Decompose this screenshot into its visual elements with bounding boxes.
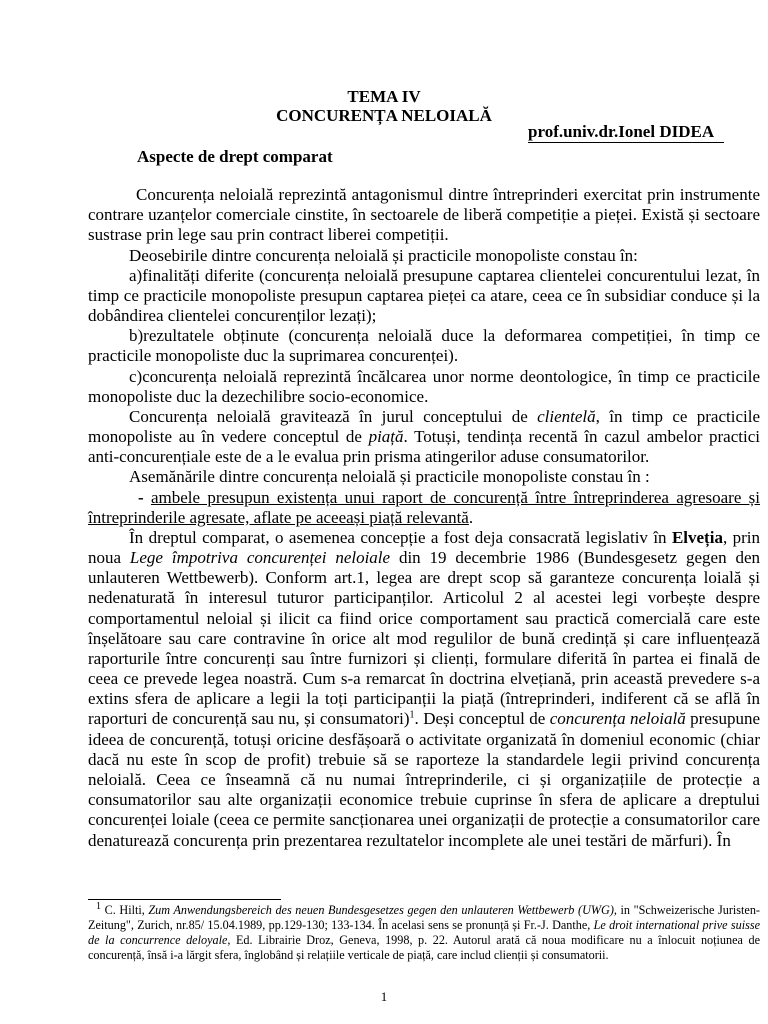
text-run: din 19 decembrie 1986 (Bundesgesetz gegen den unlauteren Wettbewerb). Conform art.1, legea are drept scop să garanteze concurența loială și nedenaturată în interesul tuturor participanților. Articolul 2 al acestei legi vorbește despre comportamentul neloial și ilicit ca fiind orice comportament sau practică comercială care este înșelătoare sau care contravine în orice alt mod regulilor de bună credință și care influențează raporturile între concurenți sau între furnizori și clienți, formulare diferită în partea ei finală de ceea ce prevede legea noastră. Cum s-a remarcat în doctrina elvețiană, prin această prevedere s-a extins sfera de aplicare a legii la toți participanții la piață (întreprinderi, indiferent că se află în raporturi de concurență sau nu, și consumatori) [88,548,760,729]
author-line: prof.univ.dr.Ionel DIDEA [528,122,724,143]
paragraph-similarities-intro: Asemănările dintre concurența neloială și practicile monopoliste constau în : [129,467,650,487]
paragraph-difference-b: b)rezultatele obținute (concurența neloială duce la deformarea competiției, în timp ce practicile monopoliste duc la suprimarea concurenței). [88,326,760,366]
text-run: , în timp ce practicile monopoliste au în vedere conceptul de [88,406,760,447]
section-heading: Aspecte de drept comparat [137,147,333,166]
dash-marker: - [138,487,151,507]
text-run: , Ed. Librairie Droz, Geneva, 1998, p. 22. Autorul arată că noua modificare nu a înlocuit noțiunea de concurență, însă i-a lărgit sfera, înglobând și relațiile verticale de piață, care includ clienții și consumatorii. [88,933,760,962]
italic-citation: Zum Anwendungsbereich des neuen Bundesgesetzes gegen den unlauteren Wettbewerb (UWG), [148,903,617,917]
footnote [88,900,760,963]
text-run: . Deși conceptul de [414,709,550,729]
footnote-reference: 1 [409,709,415,721]
paragraph-comparative-law [88,528,760,851]
theme-heading: TEMA IV [347,87,421,106]
text-run: C. Hilti, [101,903,149,917]
text-run: În dreptul comparat, o asemenea concepție a fost deja consacrată legislativ în [129,527,672,547]
underlined-text: ambele presupun existența unui raport de concurență între întreprinderea agresoare și întreprinderile agresate, aflate pe aceeași piață relevantă [88,487,760,527]
page-title: CONCURENȚA NELOIALĂ [276,106,492,125]
italic-term: clientelă [537,406,596,426]
paragraph-difference-c: c)concurența neloială reprezintă încălcarea unor norme deontologice, în timp ce practicile monopoliste duc la dezechilibre socio-economice. [88,366,760,406]
text-run: in "Schweizerische Juristen-Zeitung", Zurich, nr.85/ 15.04.1989, pp.129-130; 133-134. În acelasi sens se pronunță și Fr.-J. Danthe, [88,903,760,932]
italic-term: Lege împotriva concurenței neloiale [129,548,391,568]
bold-term: Elveția [671,527,723,547]
paragraph-similarity-item [88,488,760,528]
text-run: Concurența neloială gravitează în jurul conceptului de [129,406,538,426]
paragraph-clientele [88,407,760,468]
paragraph-differences-intro: Deosebirile dintre concurența neloială și practicile monopoliste constau în: [129,245,638,265]
footnote-separator [88,899,281,900]
italic-term: piață [368,427,404,447]
text-run: . Totuși, tendința recentă în cazul ambelor practici anti-concurențiale este de a le evalua prin prisma atingerilor aduse consumatorilor. [88,427,760,467]
italic-term: concurența neloială [549,709,686,729]
page-number: 1 [380,989,388,1004]
footnote-text [88,900,760,963]
footnote-marker: 1 [96,900,101,912]
text-run: . [468,507,474,527]
body-text [88,179,760,851]
paragraph-definition: Concurența neloială reprezintă antagonismul dintre întreprinderi exercitat prin instrumente contrare uzanțelor comerciale cinstite, în sectoarele de liberă competiție a pieței. Există și sectoare sustrase prin lege sau prin contract liberei competiții. [88,185,760,245]
italic-citation: Le droit international prive suisse de la concurrence deloyale [88,918,760,947]
text-run: presupune ideea de concurență, totuși oricine desfășoară o activitate organizată în domeniul economic (chiar dacă nu este în scop de profit) trebuie să se raporteze la standardele legii privind concurența neloială. Ceea ce înseamnă că nu numai întreprinderile, ci și organizațiile de protecție a consumatorilor sau alte organizații economice trebuie cuprinse în sfera de aplicare a dreptului concurenței loiale (ceea ce permite sancționarea unei organizații de protecție a consumatorilor care denaturează concurența prin prezentarea rezultatelor incomplete ale unei testări de mărfuri). În [88,709,761,850]
paragraph-difference-a: a)finalități diferite (concurența neloială presupune captarea clientelei concurentului lezat, în timp ce practicile monopoliste presupun captarea pieței ca atare, ceea ce în subsidiar conduce și la dobândirea clientelei concurenților lezați); [88,265,760,326]
text-run: , prin noua [88,527,760,568]
